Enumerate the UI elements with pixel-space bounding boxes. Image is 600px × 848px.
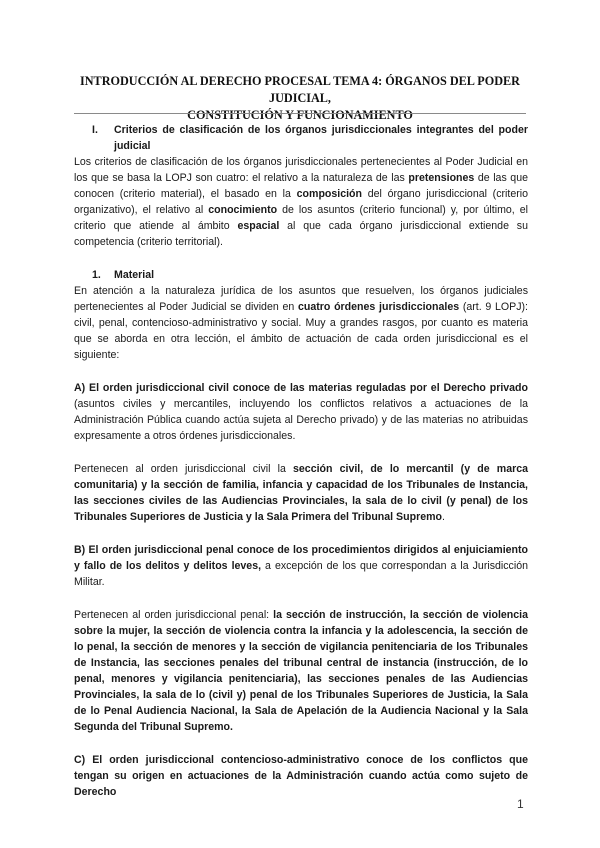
title-line-1: INTRODUCCIÓN AL DERECHO PROCESAL TEMA 4: ÓRGANOS DEL PODER JUDICIAL, bbox=[80, 74, 520, 105]
document-title bbox=[70, 73, 530, 124]
contencioso-order-paragraph: C) El orden jurisdiccional contencioso-administrativo conoce de los conflictos que tengan su origen en actuaciones de la Administración cuando actúa como sujeto de Derecho bbox=[74, 754, 528, 798]
document-body bbox=[74, 122, 528, 800]
section-number: I. bbox=[92, 124, 98, 136]
section-heading-text: Criterios de clasificación de los órganos jurisdiccionales integrantes del poder judicial bbox=[114, 124, 528, 152]
civil-organs-paragraph: Pertenecen al orden jurisdiccional civil la sección civil, de lo mercantil (y de marca comunitaria) y la sección de familia, infancia y capacidad de los Tribunales de Instancia, las secciones civiles de las Audiencias Provinciales, la sala de lo civil (y penal) de los Tribunales Superiores de Justicia y la Sala Primera del Tribunal Supremo. bbox=[74, 463, 528, 523]
title-divider bbox=[74, 113, 526, 114]
penal-organs-paragraph: Pertenecen al orden jurisdiccional penal: la sección de instrucción, la sección de violencia sobre la mujer, la sección de violencia contra la infancia y la adolescencia, la sección de lo penal, la sección de menores y la sección de vigilancia penitenciaria de los Tribunales de Instancia, las secciones penales del tribunal central de instancia (instrucción, de lo penal, menores y vigilancia penitenciaria), las secciones penales de las Audiencias Provinciales, la sala de lo (civil y) penal de los Tribunales Superiores de Justicia, la Sala de lo Penal Audiencia Nacional, la Sala de Apelación de la Audiencia Nacional y la Sala Segunda del Tribunal Supremo. bbox=[74, 609, 528, 733]
civil-order-paragraph: A) El orden jurisdiccional civil conoce de las materias reguladas por el Derecho privado (asuntos civiles y mercantiles, incluyendo los conflictos relativos a actuaciones de la Administración Pública cuando actúa sujeta al Derecho privado) y de las materias no atribuidas expresamente a otros órdenes jurisdiccionales. bbox=[74, 382, 528, 442]
title-line-2: CONSTITUCIÓN Y FUNCIONAMIENTO bbox=[187, 108, 413, 122]
subsection-number: 1. bbox=[92, 269, 101, 281]
page-number: 1 bbox=[517, 797, 524, 811]
section-intro-paragraph: Los criterios de clasificación de los órganos jurisdiccionales pertenecientes al Poder Judicial en los que se basa la LOPJ son cuatro: el relativo a la naturaleza de las pretensiones de las que conocen (criterio material), el basado en la composición del órgano jurisdiccional (criterio organizativo), el relativo al conocimiento de los asuntos (criterio funcional) y, por último, el criterio que atiende al ámbito espacial al que cada órgano jurisdiccional extiende su competencia (criterio territorial). bbox=[74, 156, 528, 248]
material-paragraph: En atención a la naturaleza jurídica de los asuntos que resuelven, los órganos judiciales pertenecientes al Poder Judicial se dividen en cuatro órdenes jurisdiccionales (art. 9 LOPJ): civil, penal, contencioso-administrativo y social. Muy a grandes rasgos, por cuanto es materia que se aborda en otra lección, el ámbito de actuación de cada orden jurisdiccional es el siguiente: bbox=[74, 285, 528, 361]
subsection-heading-text: Material bbox=[114, 269, 155, 281]
subsection-heading bbox=[92, 267, 528, 283]
penal-order-paragraph: B) El orden jurisdiccional penal conoce de los procedimientos dirigidos al enjuiciamiento y fallo de los delitos y delitos leves, a excepción de los que correspondan a la Jurisdicción Militar. bbox=[74, 544, 528, 588]
section-heading bbox=[92, 122, 528, 154]
